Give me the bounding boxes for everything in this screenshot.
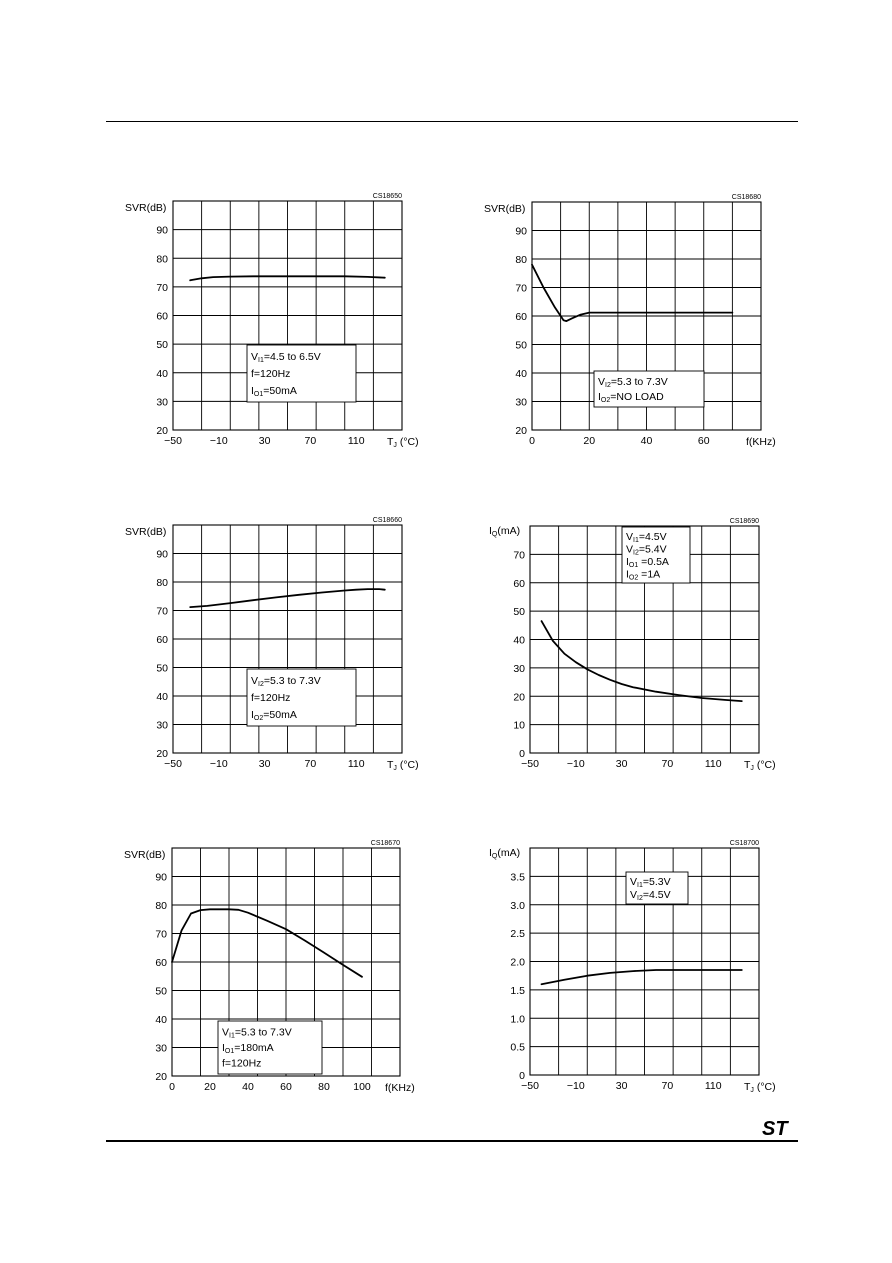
y-axis-label: SVR(dB) [125, 202, 167, 214]
x-tick-label: 80 [318, 1081, 330, 1093]
y-tick-label: 30 [156, 396, 168, 409]
x-axis-label: f(KHz) [385, 1082, 415, 1094]
x-tick-label: −50 [521, 758, 539, 770]
x-tick-label: 30 [615, 1080, 628, 1092]
condition-line: IO2=50mA [251, 709, 297, 722]
condition-line: IO2 =1A [626, 568, 661, 582]
condition-line: VI1=5.3V [630, 876, 671, 889]
y-tick-label: 3.0 [510, 899, 525, 912]
y-tick-label: 2.0 [510, 956, 525, 969]
st-logo-text: ST [762, 1118, 788, 1139]
x-tick-label: −10 [209, 435, 228, 447]
x-tick-label: 70 [304, 758, 317, 770]
y-tick-label: 60 [513, 577, 525, 590]
y-tick-label: 60 [156, 634, 168, 646]
conditions-legend [626, 872, 688, 904]
y-tick-label: 0 [519, 1070, 525, 1082]
y-tick-label: 60 [155, 957, 167, 969]
y-tick-label: 3.5 [510, 871, 525, 884]
series-line-0 [542, 970, 742, 984]
x-tick-label: 110 [704, 1080, 722, 1092]
condition-line: f=120Hz [251, 692, 291, 704]
y-tick-label: 30 [513, 662, 525, 675]
x-tick-label: 0 [169, 1081, 175, 1093]
x-tick-label: 110 [704, 758, 722, 770]
condition-line: IO1 =0.5A [626, 555, 669, 569]
x-tick-label: −10 [566, 1080, 585, 1092]
y-tick-label: 20 [515, 425, 527, 437]
y-tick-label: 40 [156, 691, 168, 703]
y-tick-label: 50 [515, 339, 527, 352]
figure-code: CS18670 [370, 840, 400, 847]
y-axis-label: SVR(dB) [125, 526, 167, 538]
condition-line: VI1=5.3 to 7.3V [222, 1026, 292, 1040]
x-tick-label: −10 [566, 758, 585, 770]
condition-line: VI2=5.3 to 7.3V [251, 675, 321, 688]
y-tick-label: 50 [155, 985, 167, 998]
y-tick-label: 90 [155, 871, 167, 884]
y-axis-label: IQ(mA) [489, 847, 521, 860]
y-tick-label: 80 [515, 254, 527, 266]
y-tick-label: 70 [156, 281, 168, 294]
x-tick-label: 30 [258, 758, 271, 770]
y-tick-label: 20 [156, 425, 168, 437]
figure-code: CS18680 [731, 194, 761, 201]
y-axis-label: IQ(mA) [489, 525, 521, 538]
y-tick-label: 50 [156, 339, 168, 352]
x-tick-label: −50 [164, 758, 182, 770]
y-tick-label: 80 [156, 577, 168, 589]
y-tick-label: 20 [513, 691, 525, 704]
x-axis-label: TJ (°C) [387, 759, 419, 772]
x-tick-label: 110 [347, 435, 365, 447]
y-tick-label: 70 [156, 605, 168, 618]
condition-line: VI1=4.5 to 6.5V [251, 351, 321, 364]
figure-code: CS18700 [729, 840, 759, 847]
y-tick-label: 20 [155, 1071, 167, 1083]
condition-line: IO2=NO LOAD [598, 391, 664, 404]
y-tick-label: 40 [156, 367, 168, 380]
x-tick-label: 0 [529, 435, 535, 447]
y-tick-label: 1.0 [510, 1013, 525, 1026]
st-logo [760, 1117, 800, 1139]
y-tick-label: 80 [156, 253, 168, 266]
condition-line: VI1=4.5V [626, 530, 667, 544]
y-tick-label: 1.5 [510, 984, 525, 997]
y-tick-label: 50 [156, 662, 168, 675]
x-axis-label: TJ (°C) [744, 1081, 776, 1094]
y-tick-label: 30 [156, 719, 168, 732]
y-axis-label: SVR(dB) [124, 849, 166, 861]
y-tick-label: 90 [156, 224, 168, 237]
y-tick-label: 70 [155, 928, 167, 941]
condition-line: IO1=180mA [222, 1042, 274, 1055]
y-tick-label: 0.5 [510, 1041, 525, 1054]
y-tick-label: 0 [519, 748, 525, 760]
figure-code: CS18660 [372, 517, 402, 524]
y-tick-label: 30 [515, 396, 527, 409]
figure-code: CS18650 [372, 193, 402, 200]
y-tick-label: 40 [513, 634, 525, 647]
y-tick-label: 80 [155, 900, 167, 912]
x-tick-label: 30 [258, 435, 271, 447]
y-tick-label: 40 [515, 368, 527, 380]
y-tick-label: 60 [156, 310, 168, 323]
x-axis-label: TJ (°C) [744, 759, 776, 772]
y-tick-label: 40 [155, 1014, 167, 1026]
x-tick-label: 70 [661, 758, 674, 770]
x-tick-label: 40 [640, 435, 653, 447]
y-tick-label: 10 [513, 719, 525, 732]
y-tick-label: 70 [515, 282, 527, 295]
y-tick-label: 20 [156, 748, 168, 760]
x-tick-label: 70 [661, 1080, 674, 1092]
x-tick-label: 100 [353, 1081, 371, 1093]
x-tick-label: 70 [304, 435, 317, 447]
condition-line: VI2=5.4V [626, 543, 667, 557]
x-axis-label: TJ (°C) [387, 436, 419, 449]
y-tick-label: 60 [515, 311, 527, 323]
x-tick-label: 20 [204, 1081, 216, 1093]
y-tick-label: 90 [515, 225, 527, 238]
x-tick-label: −50 [521, 1080, 539, 1092]
figure-code: CS18690 [729, 518, 759, 525]
y-tick-label: 70 [513, 549, 525, 562]
condition-line: f=120Hz [251, 368, 291, 380]
x-axis-label: f(KHz) [746, 436, 776, 448]
condition-line: f=120Hz [222, 1057, 262, 1070]
y-tick-label: 30 [155, 1042, 167, 1055]
x-tick-label: 40 [242, 1081, 254, 1093]
x-tick-label: 110 [347, 758, 365, 770]
x-tick-label: 60 [697, 435, 710, 447]
x-tick-label: −50 [164, 435, 182, 447]
x-tick-label: 60 [280, 1081, 292, 1093]
x-tick-label: 30 [615, 758, 628, 770]
condition-line: VI2=4.5V [630, 889, 671, 902]
x-tick-label: −10 [209, 758, 228, 770]
x-tick-label: 20 [583, 435, 596, 447]
condition-line: VI2=5.3 to 7.3V [598, 376, 668, 389]
y-tick-label: 2.5 [510, 928, 525, 941]
y-tick-label: 90 [156, 548, 168, 561]
condition-line: IO1=50mA [251, 385, 297, 398]
y-axis-label: SVR(dB) [484, 203, 526, 215]
y-tick-label: 50 [513, 606, 525, 619]
